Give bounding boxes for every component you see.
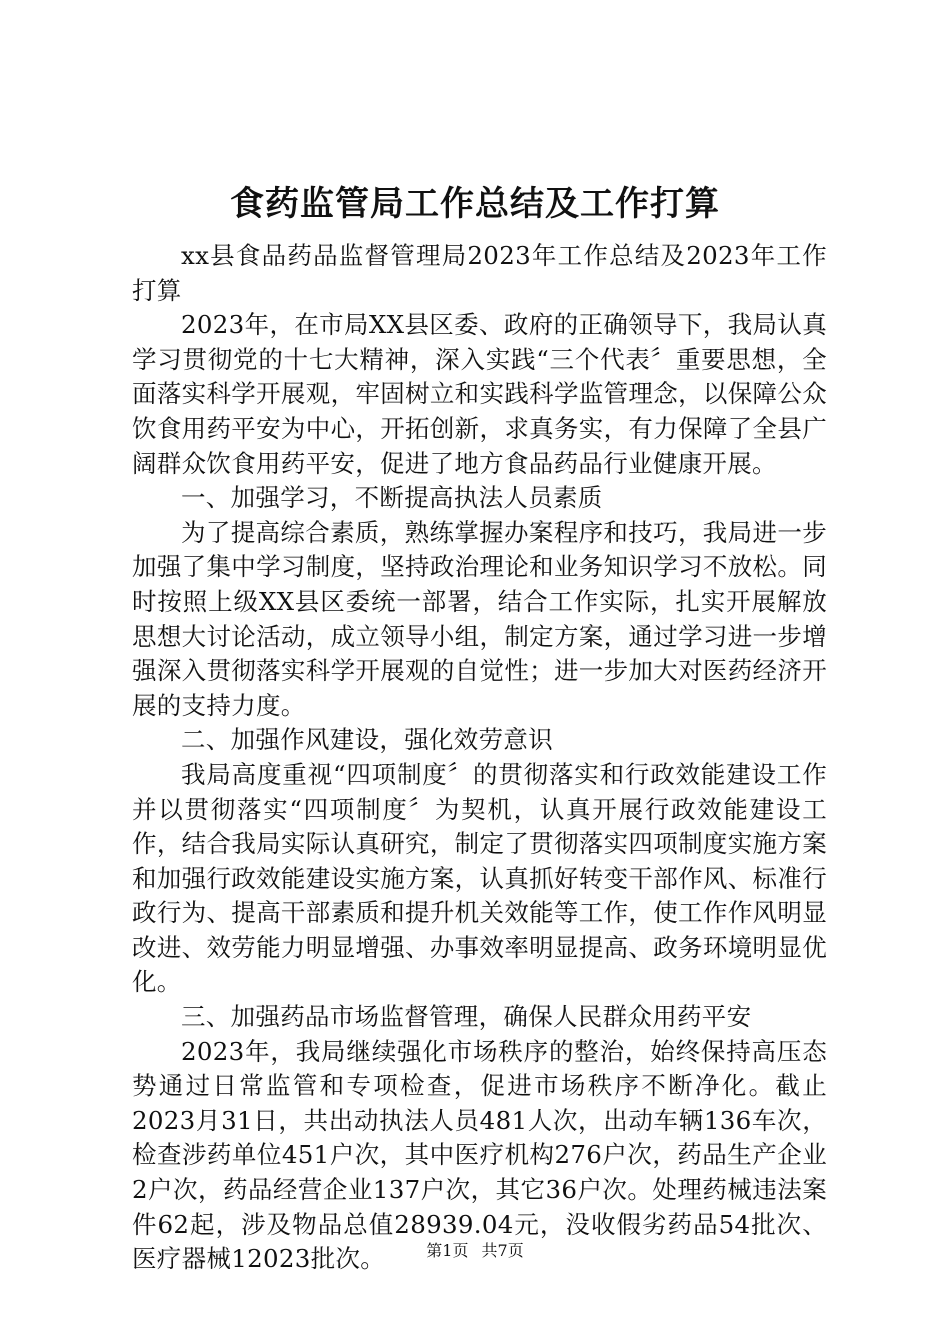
section-heading-3: 三、加强药品市场监督管理，确保人民群众用药平安 bbox=[181, 1002, 752, 1032]
page-title: 食药监管局工作总结及工作打算 bbox=[230, 184, 720, 224]
page-number: 第1页 bbox=[426, 1241, 469, 1260]
section-heading-1: 一、加强学习，不断提高执法人员素质 bbox=[181, 483, 603, 513]
intro-paragraph: 2023年，在市局XX县区委、政府的正确领导下，我局认真学习贯彻党的十七大精神，深入实践“三个代表〞重要思想，全面落实科学开展观，牢固树立和实践科学监管理念，以保障公众饮食用药平安为中心，开拓创新，求真务实，有力保障了全县广阔群众饮食用药平安，促进了地方食品药品行业健康开展。 bbox=[132, 310, 827, 478]
section-1-paragraph: 为了提高综合素质，熟练掌握办案程序和技巧，我局进一步加强了集中学习制度，坚持政治理论和业务知识学习不放松。同时按照上级XX县区委统一部署，结合工作实际，扎实开展解放思想大讨论活动，成立领导小组，制定方案，通过学习进一步增强深入贯彻落实科学开展观的自觉性；进一步加大对医药经济开展的支持力度。 bbox=[132, 517, 827, 720]
section-3-paragraph: 2023年，我局继续强化市场秩序的整治，始终保持高压态势通过日常监管和专项检查，促进市场秩序不断净化。截止2023月31日，共出动执法人员481人次，出动车辆136车次，检查涉药单位451户次，其中医疗机构276户次，药品生产企业2户次，药品经营企业137户次，其它36户次。处理药械违法案件62起，涉及物品总值28939.04元，没收假劣药品54批次、医疗器械12023批次。 bbox=[132, 1036, 827, 1274]
section-heading-2: 二、加强作风建设，强化效劳意识 bbox=[181, 725, 553, 755]
page-total: 共7页 bbox=[481, 1241, 524, 1260]
document-body bbox=[132, 239, 827, 1277]
doc-subtitle-paragraph: xx县食品药品监督管理局2023年工作总结及2023年工作打算 bbox=[132, 241, 827, 305]
page-footer bbox=[0, 1240, 950, 1262]
section-2-paragraph: 我局高度重视“四项制度〞的贯彻落实和行政效能建设工作并以贯彻落实“四项制度〞为契机，认真开展行政效能建设工作，结合我局实际认真研究，制定了贯彻落实四项制度实施方案和加强行政效能建设实施方案，认真抓好转变干部作风、标准行政行为、提高干部素质和提升机关效能等工作，使工作作风明显改进、效劳能力明显增强、办事效率明显提高、政务环境明显优化。 bbox=[132, 759, 827, 997]
